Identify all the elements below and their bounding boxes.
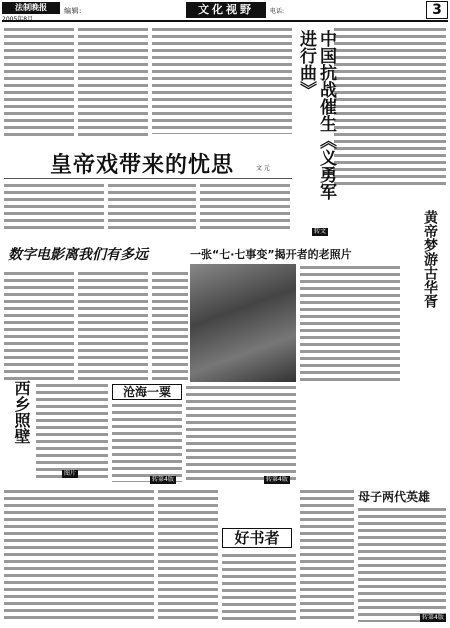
mother-daughter-title: 母子两代英雄 xyxy=(358,490,431,504)
historic-photo xyxy=(190,264,296,382)
body-text-block xyxy=(152,26,292,134)
good-book-title: 好书者 xyxy=(222,528,292,548)
west-wall-title: 西乡照壁 xyxy=(12,380,31,444)
continue-tag: 转文 xyxy=(314,228,327,235)
main-byline: 文 元 xyxy=(256,165,270,172)
continue-tag: 转第4版 xyxy=(422,614,444,621)
editors-line: 编辑: xyxy=(64,7,82,15)
body-text-block xyxy=(4,26,74,136)
body-text-block xyxy=(300,488,354,622)
emperor-dream-title: 黄帝梦游古华胥 xyxy=(422,210,438,308)
newspaper-logo: 法制晚报 xyxy=(2,2,60,14)
continue-tag: 图片 xyxy=(64,470,77,477)
masthead-rule xyxy=(2,20,448,22)
body-text-block xyxy=(4,182,104,232)
body-text-block xyxy=(300,264,400,382)
body-text-block xyxy=(78,270,148,380)
main-headline: 皇帝戏带来的忧思 xyxy=(50,152,235,178)
contact-line: 电话: xyxy=(270,8,285,15)
headline-rule xyxy=(4,178,292,179)
continue-tag: 转第4版 xyxy=(152,476,174,483)
body-text-block xyxy=(108,182,196,232)
continue-tag: 转第4版 xyxy=(266,476,288,483)
body-text-block xyxy=(36,382,108,482)
body-text-block xyxy=(200,182,290,232)
section-title: 文化视野 xyxy=(186,2,266,18)
page-number: 3 xyxy=(426,1,448,19)
body-text-block xyxy=(222,552,296,622)
body-text-block xyxy=(78,26,148,136)
body-text-block xyxy=(4,270,74,380)
body-text-block xyxy=(4,488,154,622)
sea-grain-title: 沧海一粟 xyxy=(112,384,182,400)
body-text-block xyxy=(152,270,188,380)
body-text-block xyxy=(158,488,218,622)
body-text-block xyxy=(358,506,446,622)
vertical-headline: 中国抗战催生《义勇军进行曲》 xyxy=(296,30,336,200)
photo-story-headline: 一张“七·七事变”揭开者的老照片 xyxy=(190,248,352,261)
body-text-block xyxy=(186,384,296,484)
film-headline: 数字电影离我们有多远 xyxy=(8,247,148,263)
body-text-block xyxy=(112,402,182,482)
body-text-block xyxy=(334,26,446,186)
